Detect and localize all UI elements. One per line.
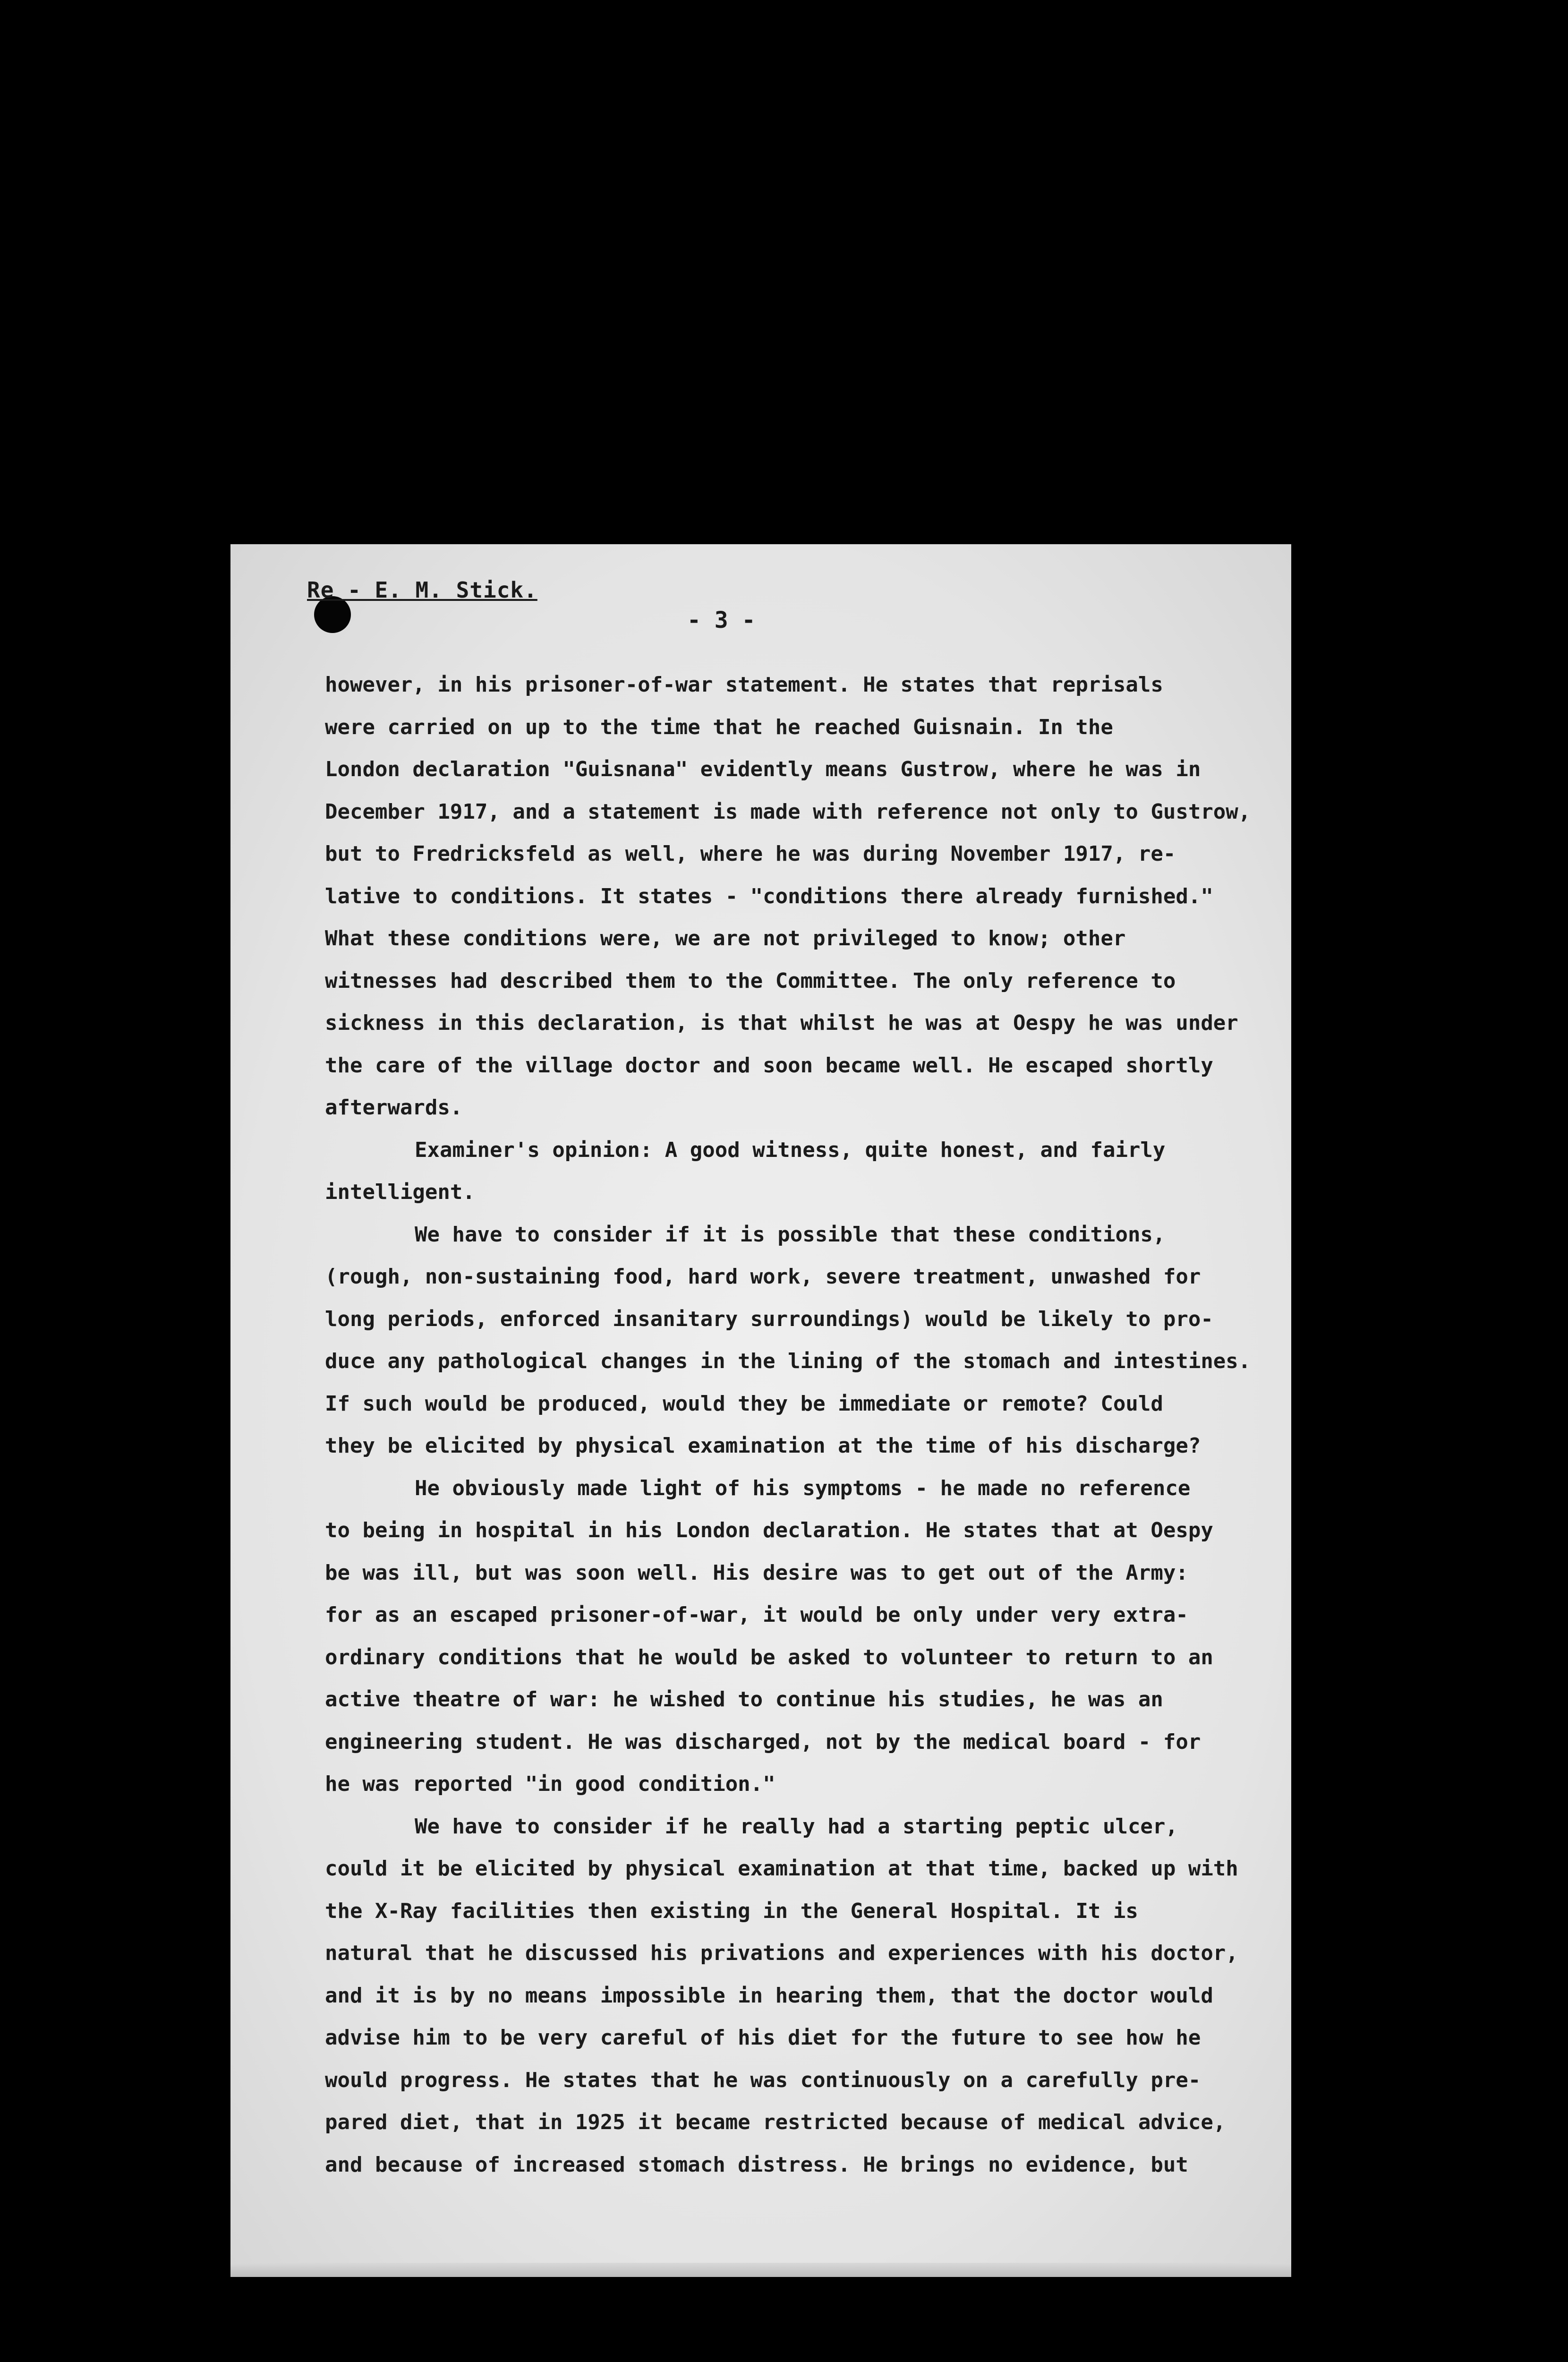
text-line: pared diet, that in 1925 it became restricted because of medical advice, bbox=[325, 2110, 1226, 2134]
text-line: sickness in this declaration, is that whilst he was at Oespy he was under bbox=[325, 1011, 1238, 1035]
text-line: He obviously made light of his symptoms - he made no reference bbox=[415, 1476, 1191, 1500]
text-line: If such would be produced, would they be immediate or remote? Could bbox=[325, 1391, 1163, 1416]
page-bottom-edge bbox=[230, 2263, 1291, 2277]
text-line: however, in his prisoner-of-war statement. He states that reprisals bbox=[325, 673, 1163, 697]
text-line: engineering student. He was discharged, not by the medical board - for bbox=[325, 1729, 1201, 1754]
text-line: We have to consider if he really had a starting peptic ulcer, bbox=[415, 1814, 1178, 1839]
text-line: afterwards. bbox=[325, 1095, 463, 1120]
text-line: advise him to be very careful of his diet for the future to see how he bbox=[325, 2026, 1201, 2050]
text-line: and it is by no means impossible in hearing them, that the doctor would bbox=[325, 1983, 1213, 2008]
document-body bbox=[325, 664, 1270, 2186]
text-line: to being in hospital in his London declaration. He states that at Oespy bbox=[325, 1518, 1213, 1542]
text-line: but to Fredricksfeld as well, where he was during November 1917, re- bbox=[325, 842, 1176, 866]
text-line: for as an escaped prisoner-of-war, it would be only under very extra- bbox=[325, 1603, 1188, 1627]
text-line: What these conditions were, we are not privileged to know; other bbox=[325, 926, 1126, 950]
text-line: long periods, enforced insanitary surroundings) would be likely to pro- bbox=[325, 1307, 1213, 1331]
text-line: he was reported "in good condition." bbox=[325, 1772, 775, 1796]
text-line: be was ill, but was soon well. His desire was to get out of the Army: bbox=[325, 1560, 1188, 1585]
text-line: intelligent. bbox=[325, 1180, 475, 1204]
text-line: witnesses had described them to the Committee. The only reference to bbox=[325, 968, 1176, 993]
text-line: active theatre of war: he wished to continue his studies, he was an bbox=[325, 1687, 1163, 1712]
text-line: London declaration "Guisnana" evidently means Gustrow, where he was in bbox=[325, 757, 1201, 781]
header-reference: Re - E. M. Stick. bbox=[307, 577, 537, 603]
text-line: the care of the village doctor and soon became well. He escaped shortly bbox=[325, 1053, 1213, 1078]
text-line: lative to conditions. It states - "conditions there already furnished." bbox=[325, 884, 1213, 908]
text-line: would progress. He states that he was continuously on a carefully pre- bbox=[325, 2068, 1201, 2092]
text-line: and because of increased stomach distress. He brings no evidence, but bbox=[325, 2152, 1188, 2177]
text-line: were carried on up to the time that he reached Guisnain. In the bbox=[325, 715, 1113, 739]
text-line: We have to consider if it is possible that these conditions, bbox=[415, 1222, 1166, 1247]
text-line: duce any pathological changes in the lining of the stomach and intestines. bbox=[325, 1349, 1251, 1373]
text-line: Examiner's opinion: A good witness, quite honest, and fairly bbox=[415, 1138, 1166, 1162]
text-line: could it be elicited by physical examination at that time, backed up with bbox=[325, 1857, 1238, 1881]
text-line: ordinary conditions that he would be asked to volunteer to return to an bbox=[325, 1645, 1213, 1669]
text-line: December 1917, and a statement is made with reference not only to Gustrow, bbox=[325, 799, 1251, 824]
text-line: the X-Ray facilities then existing in the General Hospital. It is bbox=[325, 1899, 1138, 1923]
text-line: they be elicited by physical examination at the time of his discharge? bbox=[325, 1434, 1201, 1458]
page-number: - 3 - bbox=[687, 607, 756, 633]
text-line: natural that he discussed his privations and experiences with his doctor, bbox=[325, 1941, 1238, 1965]
text-line: (rough, non-sustaining food, hard work, severe treatment, unwashed for bbox=[325, 1265, 1201, 1289]
